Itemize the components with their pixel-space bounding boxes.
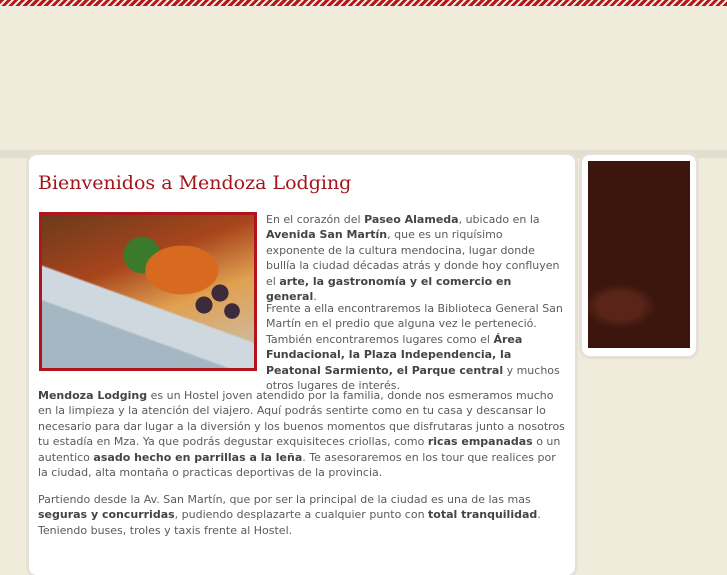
side-panel — [582, 155, 696, 356]
text-run: es un Hostel joven atendido por la familia, donde nos esmeramos mucho en la limpieza y la atención del viajero. Aquí podrás sentirte como en tu casa y descansar lo necesario para dar lugar a la diversión y los buenos momentos que disfrutaras junto a nosotros tu estadía en Mza. Ya que podrás degustar exquisiteces criollas, como — [38, 389, 565, 449]
bold-text: asado hecho en parrillas a la leña — [93, 450, 303, 464]
top-stripe — [0, 0, 727, 6]
location-paragraph — [266, 301, 563, 393]
transport-paragraph — [38, 492, 567, 538]
text-run: , que es un riquísimo exponente de la cultura mendocina, lugar donde bullía la ciudad décadas atrás y donde hoy confluyen el — [266, 228, 560, 288]
bold-text: Avenida San Martín — [266, 228, 388, 242]
text-run: . Te asesoraremos en los tour que realices por la ciudad, alta montaña o practicas deportivas de la provincia. — [38, 450, 556, 480]
text-run: Frente a ella encontraremos la Biblioteca General San Martín en el predio que alguna vez le perteneció. También encontraremos lugares como el — [266, 302, 563, 346]
bold-text: total tranquilidad — [428, 508, 538, 522]
intro-paragraph — [266, 212, 563, 304]
bold-text: seguras y concurridas — [38, 508, 175, 522]
text-run: , ubicado en la — [458, 213, 540, 226]
food-image — [588, 161, 690, 348]
page-title: Bienvenidos a Mendoza Lodging — [38, 172, 352, 194]
bold-text: Área Fundacional, la Plaza Independencia, la Peatonal Sarmiento, el Parque central — [266, 332, 523, 377]
text-run: . Teniendo buses, troles y taxis frente al Hostel. — [38, 508, 541, 537]
bold-text: Paseo Alameda — [364, 213, 459, 226]
hostel-paragraph — [38, 388, 567, 480]
text-run: . — [313, 290, 317, 304]
text-run: y muchos otros lugares de interés. — [266, 363, 560, 393]
content-panel — [29, 155, 575, 575]
bold-text: Mendoza Lodging — [38, 389, 148, 402]
text-run: En el corazón del — [266, 213, 365, 226]
hero-image — [39, 212, 257, 371]
bold-text: arte, la gastronomía y el comercio en general — [266, 274, 512, 304]
text-run: , pudiendo desplazarte a cualquier punto con — [174, 508, 429, 522]
text-run: o un autentico — [38, 435, 561, 464]
text-run: Partiendo desde la Av. San Martín, que por ser la principal de la ciudad es una de las mas — [38, 493, 531, 506]
bold-text: ricas empanadas — [427, 435, 533, 449]
